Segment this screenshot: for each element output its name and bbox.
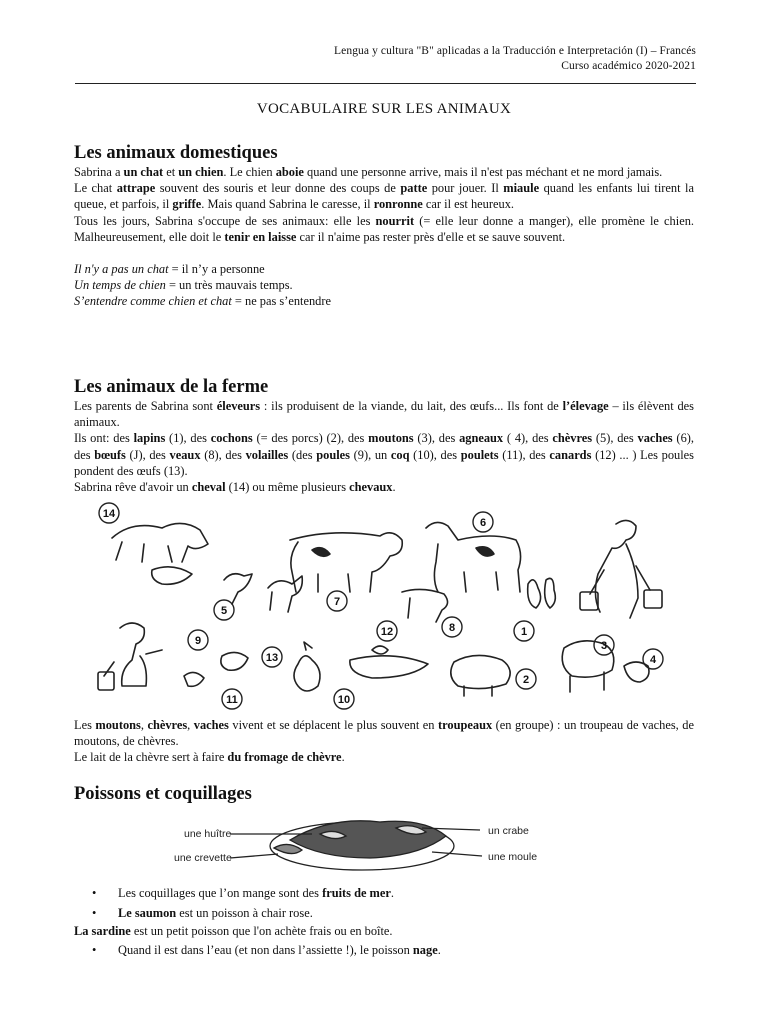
text-run: car il est heureux. bbox=[422, 197, 514, 212]
bold-term: vaches bbox=[637, 431, 673, 446]
bold-term: ronronne bbox=[373, 197, 423, 212]
text-run: (= elle leur donne a manger), elle promène le chien. Malheureusement, elle doit le bbox=[74, 213, 694, 244]
label-oyster: une huître bbox=[184, 828, 232, 840]
text-run: (1), des bbox=[165, 431, 211, 446]
text-run: (9), un bbox=[349, 447, 391, 462]
bold-term: volailles bbox=[245, 447, 289, 462]
text-run: Le chat bbox=[74, 181, 117, 196]
illustration-number: 7 bbox=[333, 596, 341, 608]
bold-term: bœufs bbox=[94, 447, 126, 462]
bold-term: un chat bbox=[123, 165, 164, 179]
text-run: quand les enfants lui tirent la queue, et parfois, il bbox=[74, 181, 694, 212]
text-run: est un poisson à chair rose. bbox=[176, 906, 313, 921]
section-heading-farm: Les animaux de la ferme bbox=[74, 377, 269, 397]
idiom bbox=[74, 293, 694, 309]
paragraph bbox=[74, 479, 694, 495]
text-run: ( 4), des bbox=[503, 431, 553, 446]
label-crab: un crabe bbox=[488, 825, 529, 837]
text-run: vivent et se déplacent le plus souvent en bbox=[228, 718, 438, 732]
text-run: : ils produisent de la viande, du lait, des œufs... Ils font de bbox=[260, 399, 563, 413]
section-domestic bbox=[74, 142, 694, 310]
illustration-number: 4 bbox=[649, 654, 657, 666]
text-run: , bbox=[140, 718, 148, 732]
text-run: Tous les jours, Sabrina s'occupe de ses animaux: elle les bbox=[74, 213, 376, 228]
text-run: (12) ... ) Les poules pondent des œufs (13). bbox=[74, 447, 695, 478]
illustration-number: 1 bbox=[520, 626, 528, 638]
text-run: car il n'aime pas rester près d'elle et se sauve souvent. bbox=[296, 229, 566, 244]
illustration-number: 5 bbox=[220, 605, 228, 617]
text-run: et bbox=[163, 165, 179, 179]
text-run: pour jouer. Il bbox=[427, 181, 504, 196]
text-run: souvent des souris et leur donne des coups de bbox=[155, 181, 401, 196]
bullet-item bbox=[118, 942, 694, 958]
section-farm-continued bbox=[74, 717, 694, 766]
bold-term: du fromage de chèvre bbox=[227, 750, 342, 765]
bold-term: moutons bbox=[95, 718, 141, 732]
farm-animals-illustration bbox=[92, 500, 672, 712]
illustration-number: 11 bbox=[226, 694, 238, 706]
page-title: VOCABULAIRE SUR LES ANIMAUX bbox=[256, 101, 512, 117]
illustration-number: 9 bbox=[194, 635, 202, 647]
bold-term: chèvres bbox=[552, 431, 593, 446]
academic-year: Curso académico 2020-2021 bbox=[561, 60, 696, 72]
text-run: (des bbox=[288, 447, 317, 462]
text-run: (14) ou même plusieurs bbox=[225, 480, 350, 495]
text-run: (11), des bbox=[498, 447, 550, 462]
bold-term: poules bbox=[316, 447, 350, 462]
text-run: . Mais quand Sabrina le caresse, il bbox=[201, 197, 374, 212]
illustration-number: 13 bbox=[265, 652, 279, 664]
bullet-item bbox=[118, 885, 694, 901]
text-run: (6), des bbox=[74, 431, 694, 462]
text-run: (8), des bbox=[200, 447, 246, 462]
bold-term: miaule bbox=[503, 181, 540, 196]
paragraph bbox=[74, 398, 694, 430]
bold-term: nourrit bbox=[375, 213, 415, 228]
bold-term: poulets bbox=[460, 447, 499, 462]
bold-term: vaches bbox=[193, 718, 229, 732]
bold-term: nage bbox=[412, 942, 438, 957]
illustration-number: 8 bbox=[448, 622, 456, 634]
italic-idiom: Il n'y a pas un chat bbox=[74, 262, 169, 277]
text-run: Quand il est dans l’eau (et non dans l’assiette !), le poisson bbox=[118, 942, 413, 957]
bold-term: éleveurs bbox=[216, 399, 261, 413]
text-run: – ils élèvent des animaux. bbox=[74, 399, 694, 430]
idiom bbox=[74, 261, 694, 277]
text-run: . bbox=[437, 942, 441, 957]
bold-term: cheval bbox=[191, 480, 226, 495]
bold-term: cochons bbox=[210, 431, 253, 446]
bold-term: Le saumon bbox=[118, 906, 177, 921]
text-run: = un très mauvais temps. bbox=[165, 278, 293, 293]
bold-term: attrape bbox=[116, 181, 156, 196]
text-run: Sabrina a bbox=[74, 165, 124, 179]
text-run: Les parents de Sabrina sont bbox=[74, 399, 217, 413]
text-run: = ne pas s’entendre bbox=[231, 294, 332, 309]
section-heading-domestic: Les animaux domestiques bbox=[74, 143, 278, 163]
bold-term: canards bbox=[549, 447, 592, 462]
illustration-number: 2 bbox=[522, 674, 530, 686]
bold-term: tenir en laisse bbox=[224, 229, 297, 244]
paragraph bbox=[74, 923, 694, 939]
bold-term: chevaux bbox=[349, 480, 393, 495]
text-run: (= des porcs) (2), des bbox=[252, 431, 369, 446]
text-run: (J), des bbox=[125, 447, 170, 462]
text-run: . bbox=[392, 480, 396, 495]
bullet-item bbox=[118, 905, 694, 921]
text-run: (10), des bbox=[409, 447, 461, 462]
paragraph bbox=[74, 213, 694, 245]
text-run: . Le chien bbox=[223, 165, 276, 179]
bold-term: un chien bbox=[178, 165, 224, 179]
text-run: Ils ont: des bbox=[74, 431, 134, 446]
idiom bbox=[74, 277, 694, 293]
bold-term: fruits de mer bbox=[322, 886, 391, 900]
bold-term: lapins bbox=[133, 431, 166, 446]
bold-term: veaux bbox=[169, 447, 201, 462]
text-run: (5), des bbox=[592, 431, 638, 446]
text-run: . bbox=[341, 750, 345, 765]
course-header bbox=[334, 44, 696, 74]
paragraph bbox=[74, 180, 694, 212]
bold-term: coq bbox=[390, 447, 410, 462]
bold-term: l’élevage bbox=[562, 399, 609, 413]
text-run: (en groupe) : un troupeau de vaches, de moutons, de chèvres. bbox=[74, 718, 694, 749]
paragraph bbox=[74, 164, 694, 180]
bold-term: troupeaux bbox=[438, 718, 493, 732]
paragraph bbox=[74, 717, 694, 749]
bold-term: agneaux bbox=[459, 431, 504, 446]
bold-term: moutons bbox=[368, 431, 414, 446]
section-farm bbox=[74, 376, 694, 495]
illustration-number: 14 bbox=[102, 508, 116, 520]
text-run: quand une personne arrive, mais il n'est pas méchant et ne mord jamais. bbox=[303, 165, 663, 179]
header-rule bbox=[75, 83, 696, 84]
text-run: Les coquillages que l’on mange sont des bbox=[118, 886, 323, 900]
bold-term: La sardine bbox=[74, 924, 131, 939]
text-run: Le lait de la chèvre sert à faire bbox=[74, 750, 228, 765]
label-shrimp: une crevette bbox=[174, 852, 232, 864]
text-run: , bbox=[187, 718, 194, 732]
text-run: = il n’y a personne bbox=[168, 262, 265, 277]
section-fish-text bbox=[74, 885, 694, 962]
italic-idiom: S’entendre comme chien et chat bbox=[74, 294, 232, 309]
paragraph bbox=[74, 749, 694, 765]
illustration-number: 12 bbox=[380, 626, 394, 638]
bold-term: patte bbox=[400, 181, 428, 196]
bold-term: aboie bbox=[275, 165, 304, 179]
text-run: Les bbox=[74, 718, 96, 732]
label-mussel: une moule bbox=[488, 851, 538, 863]
text-run: (3), des bbox=[413, 431, 460, 446]
section-fish bbox=[74, 783, 694, 805]
italic-idiom: Un temps de chien bbox=[74, 278, 166, 293]
text-run: . bbox=[390, 886, 394, 900]
illustration-number: 6 bbox=[479, 517, 487, 529]
text-run: Sabrina rêve d'avoir un bbox=[74, 480, 192, 495]
text-run: est un petit poisson que l'on achète frais ou en boîte. bbox=[130, 924, 393, 939]
bold-term: chèvres bbox=[147, 718, 188, 732]
course-name: Lengua y cultura "B" aplicadas a la Traducción e Interpretación (I) – Francés bbox=[334, 45, 696, 57]
paragraph bbox=[74, 430, 694, 479]
bold-term: griffe bbox=[172, 197, 202, 212]
seafood-plate-illustration bbox=[170, 806, 550, 876]
illustration-number: 10 bbox=[337, 694, 351, 706]
section-heading-fish: Poissons et coquillages bbox=[74, 784, 252, 804]
illustration-number: 3 bbox=[600, 640, 608, 652]
